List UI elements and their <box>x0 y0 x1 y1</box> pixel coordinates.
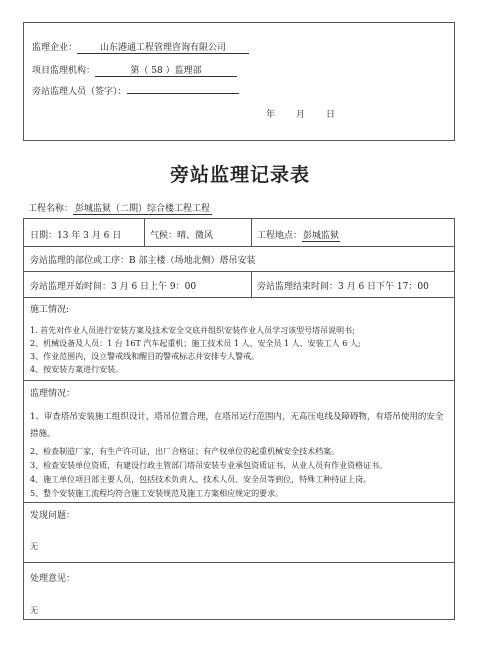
project-name: 彭城监狱（二期）综合楼工程工程 <box>73 201 212 215</box>
project-line <box>28 201 212 215</box>
person-line <box>32 84 239 97</box>
rule <box>24 502 454 503</box>
construction-heading: 施工情况: <box>30 305 70 315</box>
record-table <box>23 218 455 620</box>
supervision-heading: 监理情况： <box>30 389 76 399</box>
problems-value: 无 <box>30 542 38 551</box>
supervision-item: 3、检查安装单位资质，有建设行政主管部门塔吊安装专业承包资质证书，从业人员有作业资格证书。 <box>30 461 388 470</box>
construction-item: 2、机械设备及人员：1 台 16T 汽车起重机；施工技术员 1 人、安全员 1 人、安装工人 6 人; <box>30 339 361 348</box>
construction-item: 4、按安装方案进行安装。 <box>30 365 124 374</box>
company-line <box>32 40 249 54</box>
location-value: 彭城监狱 <box>302 228 340 242</box>
opinion-value: 无 <box>30 606 38 615</box>
company-label: 监理企业： <box>32 43 78 53</box>
location-cell <box>257 228 340 242</box>
page-title: 旁站监理记录表 <box>169 164 310 186</box>
rule <box>24 380 454 381</box>
construction-item: 1. 首先对作业人员进行安装方案及技术安全交底并组织安装作业人员学习该型号塔吊说明书; <box>30 326 355 335</box>
signature-field <box>127 93 239 94</box>
date-day: 日 <box>326 110 336 120</box>
person-label: 旁站监理人员（签字）： <box>32 87 127 97</box>
org-line <box>32 63 237 77</box>
org-value: 第（ 58 ）监理部 <box>95 63 237 77</box>
supervision-item: 4、施工单位项目部主要人员，包括技术负责人、技术人员、安全员等到位，特殊工种持证上岗。 <box>30 475 372 484</box>
location-label: 工程地点： <box>257 231 303 241</box>
supervision-item: 5、整个安装施工流程均符合施工安装规范及施工方案相应规定的要求。 <box>30 489 284 498</box>
rule <box>24 562 454 563</box>
company-value: 山东港通工程管理咨询有限公司 <box>77 40 249 54</box>
weather-cell: 气候：晴、微风 <box>150 231 214 241</box>
rule <box>144 219 145 246</box>
org-label: 项目监理机构： <box>32 66 96 76</box>
problems-heading: 发现问题： <box>30 511 76 521</box>
rule <box>24 271 454 272</box>
construction-item: 3、作业范围内，设立警戒线和醒目的警戒标志并安排专人警戒。 <box>30 352 260 361</box>
rule <box>24 246 454 247</box>
opinion-heading: 处理意见： <box>30 574 76 584</box>
org-number: 58 <box>151 66 163 76</box>
start-time-cell: 旁站监理开始时间：3 月 6 日上午 9：00 <box>30 282 197 292</box>
rule <box>251 219 252 246</box>
date-month: 月 <box>296 110 306 120</box>
supervision-item: 1、审查塔吊安装施工组织设计，塔吊位置合理，在塔吊运行范围内，无高压电线及障碍物，有塔吊使用的安全措施。 <box>30 412 444 439</box>
supervision-item: 2、检查制造厂家，有生产许可证，出厂合格证；有产权单位的起重机械安全技术档案。 <box>30 447 340 456</box>
project-label: 工程名称： <box>28 204 74 214</box>
header-box <box>23 22 455 141</box>
end-time-cell: 旁站监理结束时间：3 月 6 日下午 17：00 <box>257 282 429 292</box>
date-year: 年 <box>266 110 276 120</box>
rule <box>251 271 252 297</box>
position-cell: 旁站监理的部位或工序：B 部主楼（场地北侧）塔吊安装 <box>30 256 256 266</box>
date-cell: 日期：13 年 3 月 6 日 <box>30 231 122 241</box>
rule <box>24 297 454 298</box>
